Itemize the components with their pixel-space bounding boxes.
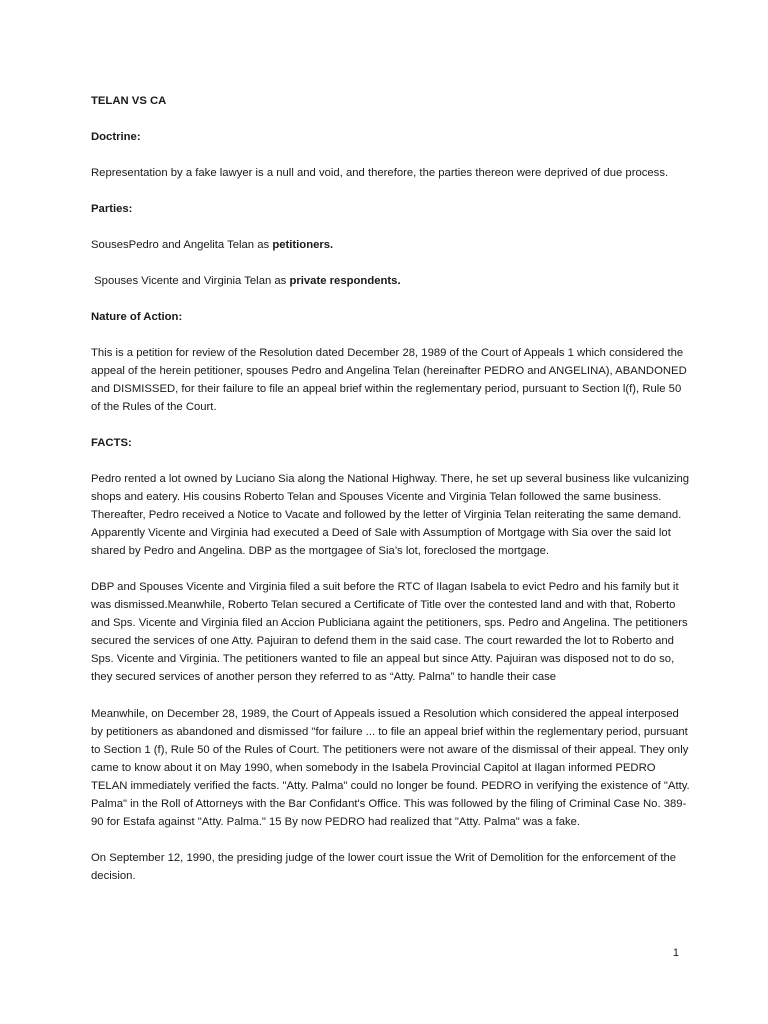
doctrine-paragraph: Representation by a fake lawyer is a null and void, and therefore, the parties thereon were deprived of due process. bbox=[91, 167, 669, 179]
document-title: TELAN VS CA bbox=[91, 95, 167, 107]
document-body bbox=[91, 92, 691, 903]
party-petitioners-text: SousesPedro and Angelita Telan as bbox=[91, 239, 273, 251]
facts-paragraph-4: On September 12, 1990, the presiding judge of the lower court issue the Writ of Demolition for the enforcement of the decision. bbox=[91, 852, 677, 882]
page-number: 1 bbox=[672, 947, 679, 959]
facts-paragraph-2: DBP and Spouses Vicente and Virginia filed a suit before the RTC of Ilagan Isabela to evict Pedro and his family but it was dismissed.Meanwhile, Roberto Telan secured a Certificate of Title over the contested land and with that, Roberto and Sps. Vicente and Virginia filed an Accion Publiciana againt the petitioners, sps. Pedro and Angelina. The petitioners secured the services of one Atty. Pajuiran to defend them in the said case. The court rewarded the lot to Roberto and Sps. Vicente and Virginia. The petitioners wanted to file an appeal but since Atty. Pajuiran was disposed not to do so, they secured services of another person they referred to as “Atty. Palma” to handle their case bbox=[91, 581, 688, 683]
nature-heading: Nature of Action: bbox=[91, 311, 183, 323]
nature-paragraph: This is a petition for review of the Resolution dated December 28, 1989 of the Court of Appeals 1 which considered the appeal of the herein petitioner, spouses Pedro and Angelina Telan (hereinafter PEDRO and ANGELINA), ABANDONED and DISMISSED, for their failure to file an appeal brief within the reglementary period, pursuant to Section l(f), Rule 50 of the Rules of the Court. bbox=[91, 347, 687, 413]
party-petitioners-role: petitioners. bbox=[272, 239, 334, 251]
party-respondents-text: Spouses Vicente and Virginia Telan as bbox=[91, 275, 290, 287]
facts-paragraph-3: Meanwhile, on December 28, 1989, the Court of Appeals issued a Resolution which considered the appeal interposed by petitioners as abandoned and dismissed "for failure ... to file an appeal brief within the reglementary period, pursuant to Section 1 (f), Rule 50 of the Rules of Court. The petitioners were not aware of the dismissal of their appeal. They only came to know about it on May 1990, when somebody in the Isabela Provincial Capitol at Ilagan informed PEDRO TELAN immediately verified the facts. "Atty. Palma" could no longer be found. PEDRO in verifying the existence of "Atty. Palma" in the Roll of Attorneys with the Bar Confidant's Office. This was followed by the filing of Criminal Case No. 389-90 for Estafa against "Atty. Palma." 15 By now PEDRO had realized that "Atty. Palma" was a fake. bbox=[91, 708, 690, 828]
facts-paragraph-1: Pedro rented a lot owned by Luciano Sia along the National Highway. There, he set up several business like vulcanizing shops and eatery. His cousins Roberto Telan and Spouses Vicente and Virginia Telan followed the same business. Thereafter, Pedro received a Notice to Vacate and followed by the letter of Virginia Telan reiterating the same demand. Apparently Vicente and Virginia had executed a Deed of Sale with Assumption of Mortgage with Sia over the said lot shared by Pedro and Angelina. DBP as the mortgagee of Sia’s lot, foreclosed the mortgage. bbox=[91, 473, 690, 557]
party-respondents-role: private respondents. bbox=[289, 275, 401, 287]
parties-heading: Parties: bbox=[91, 203, 133, 215]
facts-heading: FACTS: bbox=[91, 437, 132, 449]
doctrine-heading: Doctrine: bbox=[91, 131, 141, 143]
party-respondents bbox=[91, 272, 691, 290]
party-petitioners bbox=[91, 236, 691, 254]
